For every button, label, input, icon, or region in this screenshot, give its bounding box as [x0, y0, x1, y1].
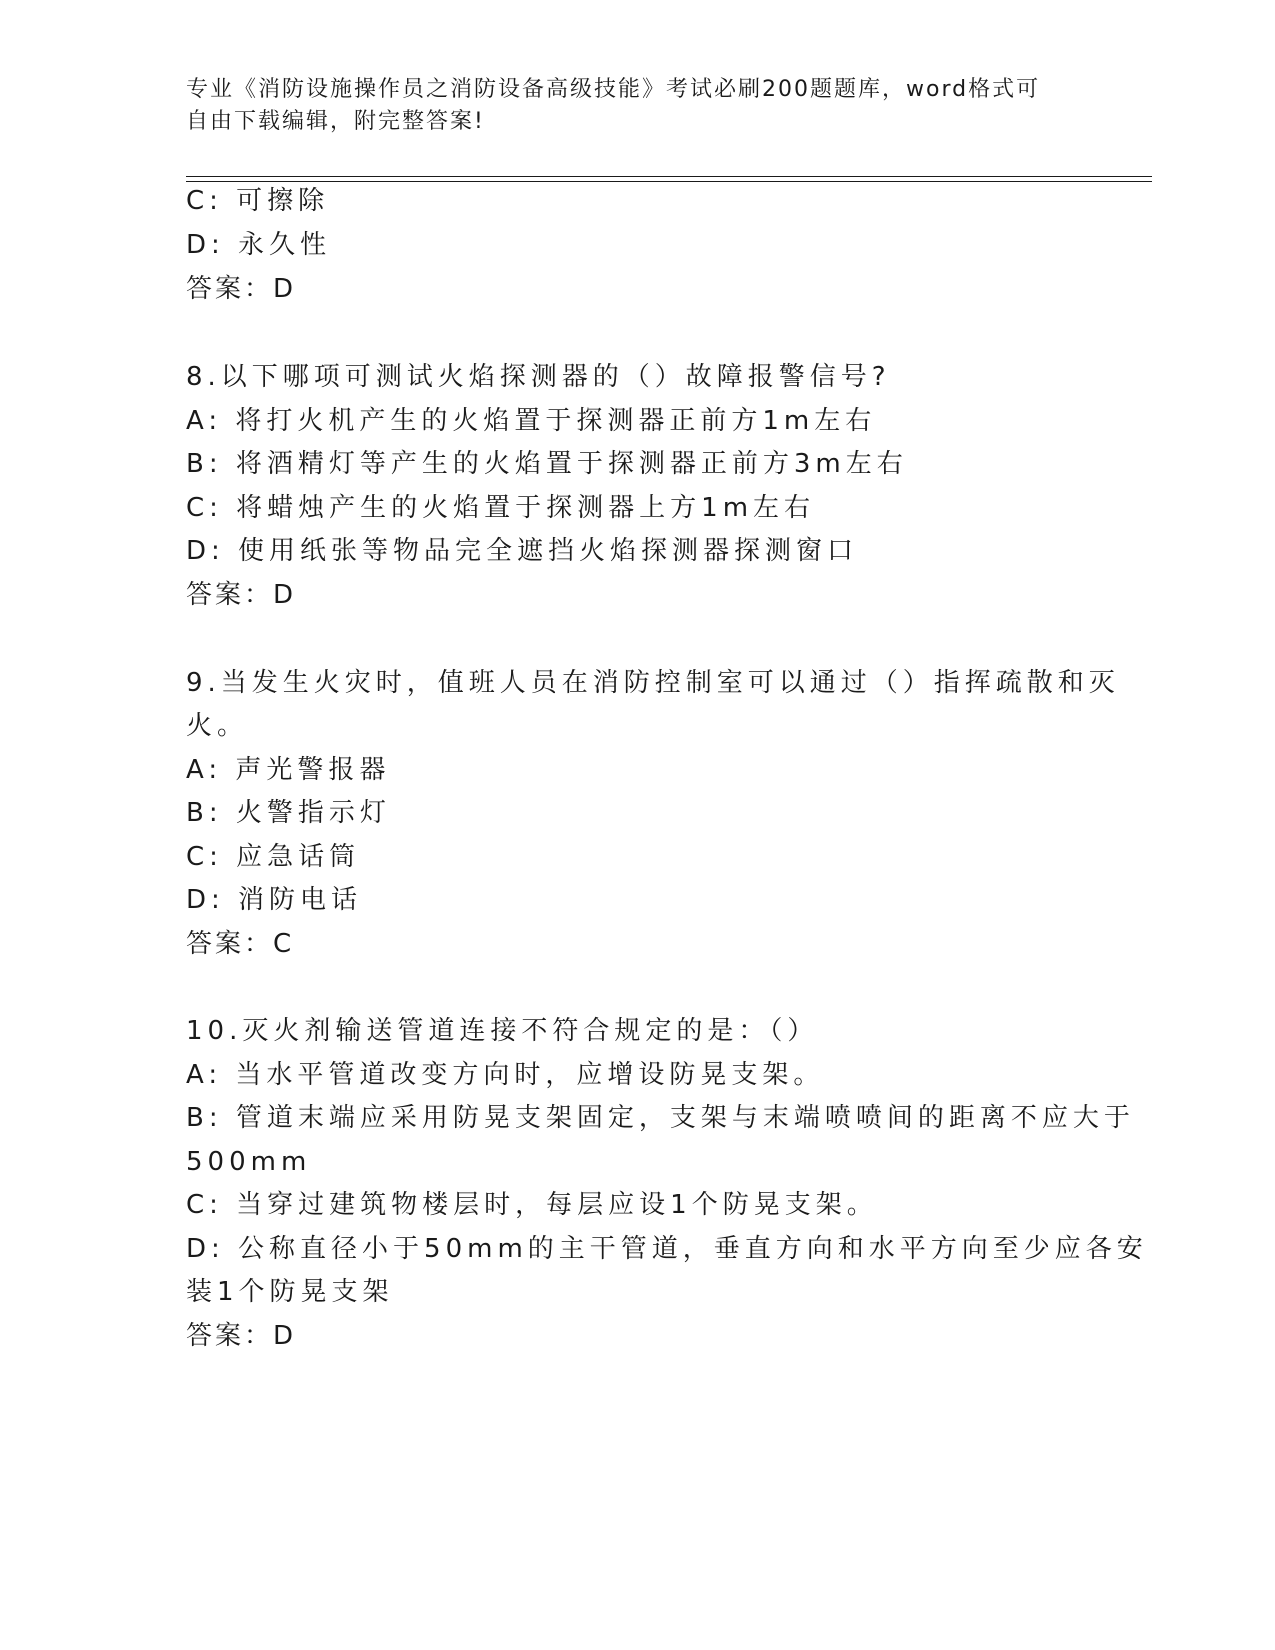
q9-option-b: B: 火警指示灯 — [186, 798, 391, 828]
q10-option-d-line-1: D: 公称直径小于50mm的主干管道，垂直方向和水平方向至少应各安 — [186, 1234, 1148, 1264]
header-divider-top — [186, 176, 1152, 177]
q7-option-d: D: 永久性 — [186, 230, 332, 260]
q8-option-c: C: 将蜡烛产生的火焰置于探测器上方1m左右 — [186, 493, 816, 523]
header-line-1: 专业《消防设施操作员之消防设备高级技能》考试必刷200题题库，word格式可 — [186, 77, 1041, 102]
q10-option-a: A: 当水平管道改变方向时，应增设防晃支架。 — [186, 1060, 825, 1090]
header-line-2: 自由下载编辑，附完整答案! — [186, 109, 485, 134]
q8-option-b: B: 将酒精灯等产生的火焰置于探测器正前方3m左右 — [186, 449, 908, 479]
q8-option-a: A: 将打火机产生的火焰置于探测器正前方1m左右 — [186, 406, 877, 436]
q9-option-d: D: 消防电话 — [186, 885, 363, 915]
page-header — [186, 74, 1066, 138]
q8-answer: 答案：D — [186, 580, 297, 610]
q9-answer: 答案：C — [186, 929, 295, 959]
q9-option-c: C: 应急话筒 — [186, 842, 361, 872]
q10-option-c: C: 当穿过建筑物楼层时，每层应设1个防晃支架。 — [186, 1190, 878, 1220]
q8-option-d: D: 使用纸张等物品完全遮挡火焰探测器探测窗口 — [186, 536, 859, 566]
q9-question-line-2: 火。 — [186, 711, 249, 741]
header-divider-bottom — [186, 181, 1152, 182]
q9-option-a: A: 声光警报器 — [186, 755, 391, 785]
q10-option-b-line-1: B: 管道末端应采用防晃支架固定，支架与末端喷喷间的距离不应大于 — [186, 1103, 1135, 1133]
q8-question: 8.以下哪项可测试火焰探测器的（）故障报警信号? — [186, 362, 891, 392]
q10-option-d-line-2: 装1个防晃支架 — [186, 1277, 394, 1307]
q7-option-c: C: 可擦除 — [186, 186, 330, 216]
q7-answer: 答案：D — [186, 274, 297, 304]
q10-question: 10.灭火剂输送管道连接不符合规定的是：（） — [186, 1016, 819, 1046]
q10-option-b-line-2: 500mm — [186, 1147, 312, 1177]
q9-question-line-1: 9.当发生火灾时，值班人员在消防控制室可以通过（）指挥疏散和灭 — [186, 668, 1120, 698]
q10-answer: 答案：D — [186, 1321, 297, 1351]
